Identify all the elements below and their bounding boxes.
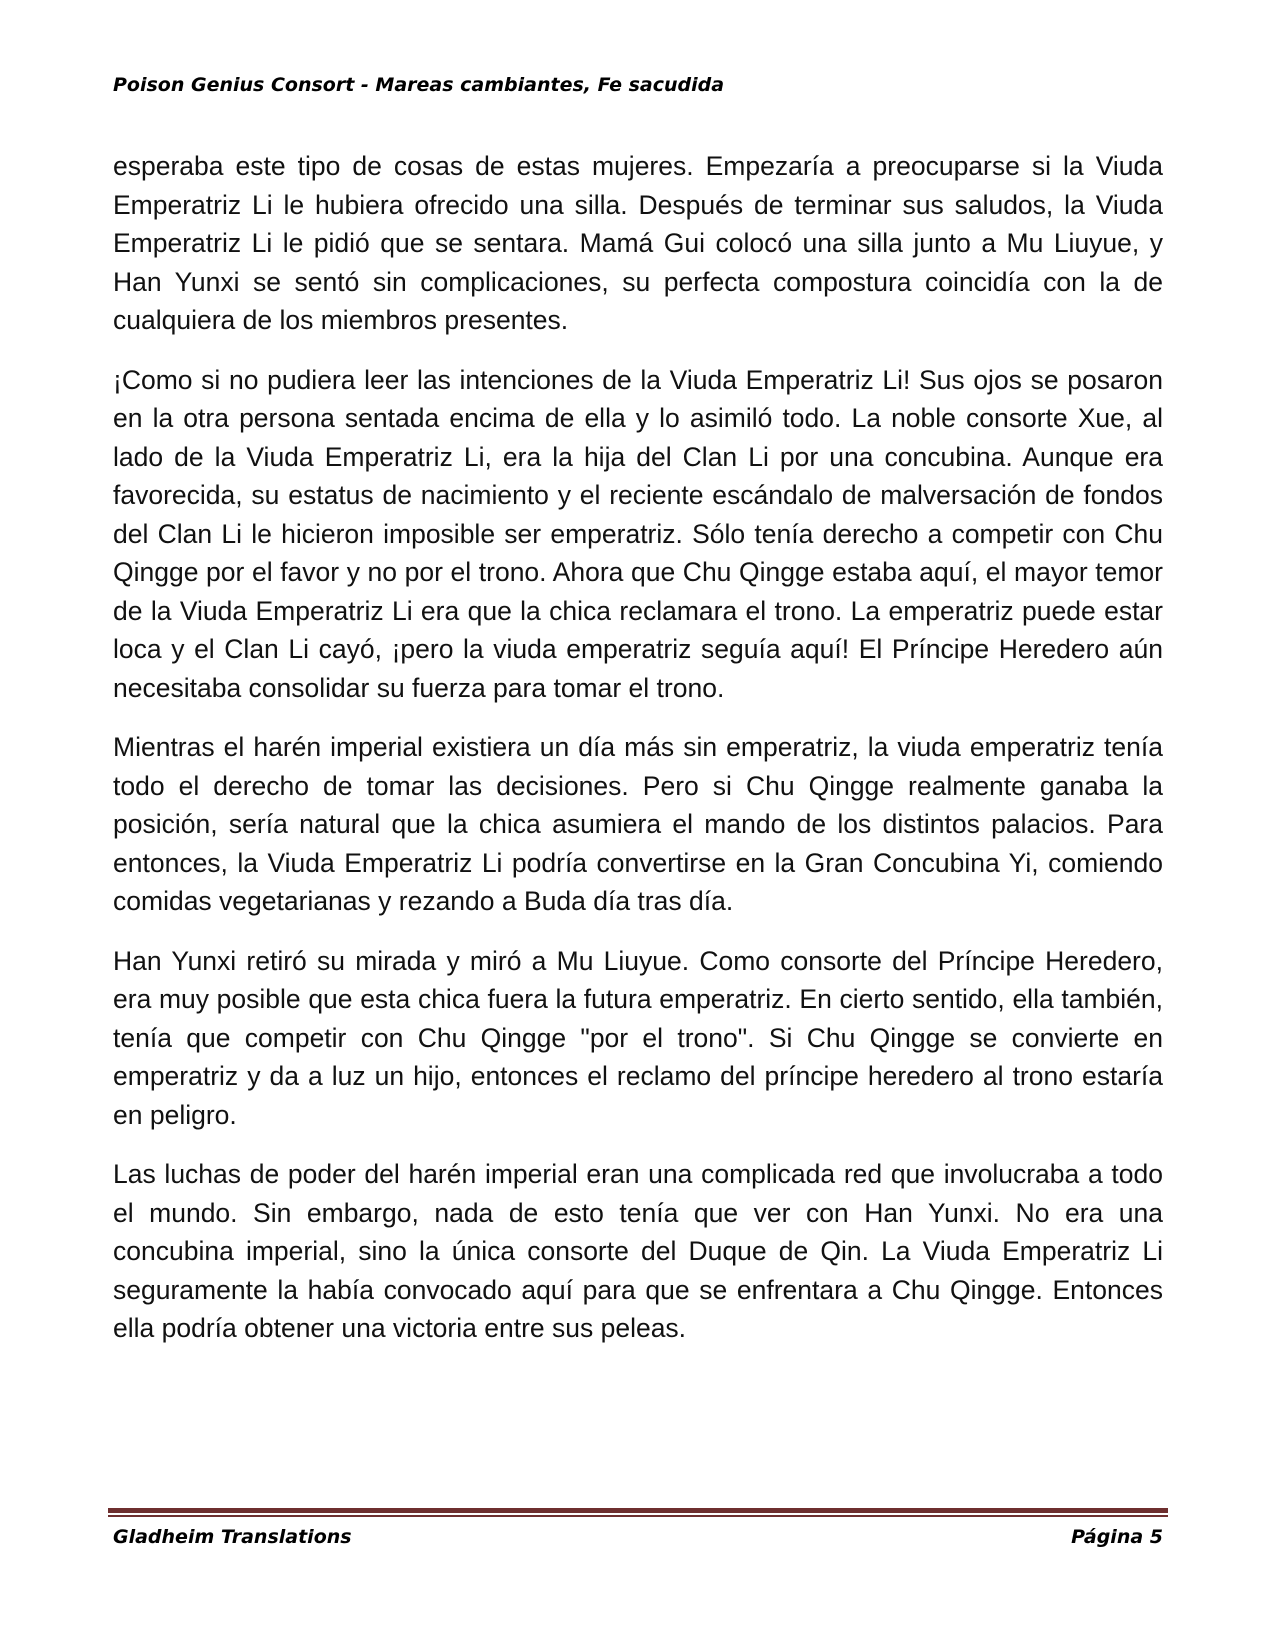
paragraph: Mientras el harén imperial existiera un día más sin emperatriz, la viuda emperatriz tenía todo el derecho de tomar las decisiones. Pero si Chu Qingge realmente ganaba la posición, sería natural que la chica asumiera el mando de los distintos palacios. Para entonces, la Viuda Emperatriz Li podría convertirse en la Gran Concubina Yi, comiendo comidas vegetarianas y rezando a Buda día tras día. (113, 732, 1163, 916)
footer-page-number: Página 5 (1071, 1526, 1163, 1548)
paragraph: esperaba este tipo de cosas de estas mujeres. Empezaría a preocuparse si la Viuda Emperatriz Li le hubiera ofrecido una silla. Después de terminar sus saludos, la Viuda Emperatriz Li le pidió que se sentara. Mamá Gui colocó una silla junto a Mu Liuyue, y Han Yunxi se sentó sin complicaciones, su perfecta compostura coincidía con la de cualquiera de los miembros presentes. (113, 151, 1163, 335)
footer-divider (108, 1508, 1168, 1518)
paragraph: Han Yunxi retiró su mirada y miró a Mu Liuyue. Como consorte del Príncipe Heredero, era muy posible que esta chica fuera la futura emperatriz. En cierto sentido, ella también, tenía que competir con Chu Qingge "por el trono". Si Chu Qingge se convierte en emperatriz y da a luz un hijo, entonces el reclamo del príncipe heredero al trono estaría en peligro. (113, 945, 1163, 1130)
header-title: Poison Genius Consort - Mareas cambiantes, Fe sacudida (113, 74, 725, 96)
paragraph: ¡Como si no pudiera leer las intenciones de la Viuda Emperatriz Li! Sus ojos se posaron en la otra persona sentada encima de ella y lo asimiló todo. La noble consorte Xue, al lado de la Viuda Emperatriz Li, era la hija del Clan Li por una concubina. Aunque era favorecida, su estatus de nacimiento y el reciente escándalo de malversación de fondos del Clan Li le hicieron imposible ser emperatriz. Sólo tenía derecho a competir con Chu Qingge por el favor y no por el trono. Ahora que Chu Qingge estaba aquí, el mayor temor de la Viuda Emperatriz Li era que la chica reclamara el trono. La emperatriz puede estar loca y el Clan Li cayó, ¡pero la viuda emperatriz seguía aquí! El Príncipe Heredero aún necesitaba consolidar su fuerza para tomar el trono. (113, 364, 1163, 703)
paragraph: Las luchas de poder del harén imperial eran una complicada red que involucraba a todo el mundo. Sin embargo, nada de esto tenía que ver con Han Yunxi. No era una concubina imperial, sino la única consorte del Duque de Qin. La Viuda Emperatriz Li seguramente la había convocado aquí para que se enfrentara a Chu Qingge. Entonces ella podría obtener una victoria entre sus peleas. (113, 1159, 1163, 1343)
footer-translator: Gladheim Translations (113, 1526, 352, 1548)
footer-divider-thick (108, 1508, 1168, 1513)
footer-divider-thin (108, 1515, 1168, 1517)
body-text (113, 147, 1163, 1369)
